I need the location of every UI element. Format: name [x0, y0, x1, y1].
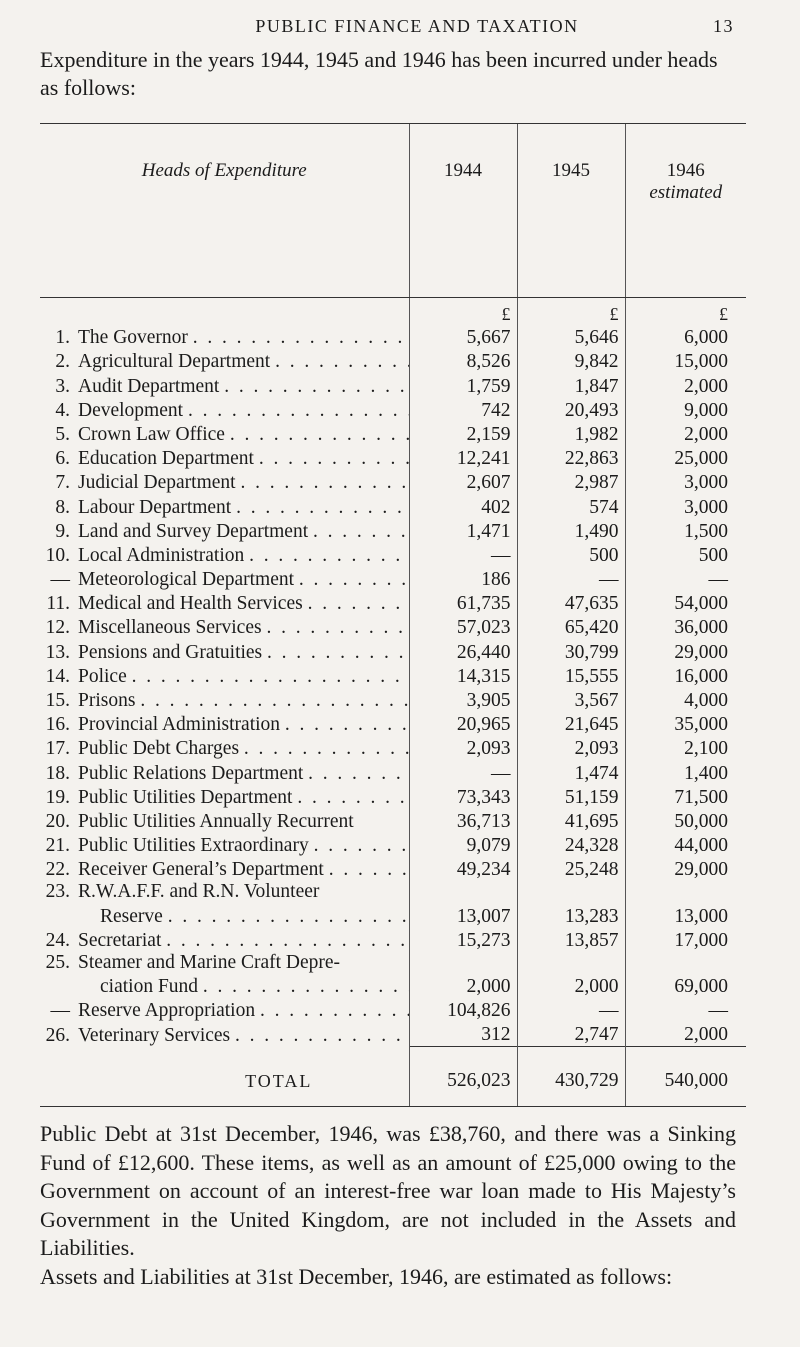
row-label [40, 448, 409, 470]
row-label [40, 424, 409, 446]
row-heading: Reserve Appropriation . . [78, 1000, 409, 1022]
table-row [40, 470, 746, 494]
row-label [40, 617, 409, 639]
row-heading: The Governor . . [78, 327, 409, 349]
table-row [40, 494, 746, 518]
value-1946: 17,000 [625, 928, 746, 952]
row-heading: Medical and Health Services . . [78, 593, 409, 615]
value-1944: 9,079 [409, 833, 517, 857]
row-heading: Agricultural Department . . [78, 351, 409, 373]
row-heading: Steamer and Marine Craft Depre- [78, 951, 341, 973]
row-label-cell [40, 349, 409, 373]
table-row [40, 688, 746, 712]
value-1945: 2,747 [517, 1022, 625, 1047]
value-1945: 1,474 [517, 760, 625, 784]
value-1946: 2,000 [625, 373, 746, 397]
running-head-title: PUBLIC FINANCE AND TAXATION [255, 16, 579, 36]
row-label-cell [40, 567, 409, 591]
value-1945: 2,987 [517, 470, 625, 494]
row-heading: Provincial Administration . . [78, 714, 409, 736]
value-1944: 13,007 [409, 903, 517, 927]
value-1946 [625, 881, 746, 903]
value-1944: 14,315 [409, 664, 517, 688]
row-heading: ciation Fund . . [78, 976, 409, 998]
total-label: TOTAL [40, 1047, 409, 1107]
total-1944: 526,023 [409, 1047, 517, 1107]
value-1946: 29,000 [625, 639, 746, 663]
table-row [40, 615, 746, 639]
value-1944: 312 [409, 1022, 517, 1047]
row-heading: Receiver General’s Department . . [78, 859, 409, 881]
table-row [40, 325, 746, 349]
value-1945: — [517, 998, 625, 1022]
row-label [40, 1000, 409, 1022]
value-1946: 3,000 [625, 470, 746, 494]
table-row [40, 349, 746, 373]
row-label [40, 642, 409, 664]
row-number: 16. [45, 714, 70, 736]
row-label [40, 569, 409, 591]
table-row [40, 591, 746, 615]
value-1945: 13,283 [517, 903, 625, 927]
row-label-cell [40, 519, 409, 543]
row-label-cell [40, 398, 409, 422]
table-body [40, 298, 746, 1047]
value-1944: 402 [409, 494, 517, 518]
value-1945: 20,493 [517, 398, 625, 422]
value-1946: 25,000 [625, 446, 746, 470]
value-1946: 2,100 [625, 736, 746, 760]
value-1944: 49,234 [409, 857, 517, 881]
row-label [40, 666, 409, 688]
row-label-cell [40, 373, 409, 397]
row-number: 22. [45, 859, 70, 881]
total-1945: 430,729 [517, 1047, 625, 1107]
table-header-row [40, 124, 746, 298]
value-1945: 9,842 [517, 349, 625, 373]
value-1944: 5,667 [409, 325, 517, 349]
value-1946: 54,000 [625, 591, 746, 615]
value-1944 [409, 881, 517, 903]
table-row [40, 833, 746, 857]
expenditure-table [40, 123, 746, 1107]
table-row [40, 928, 746, 952]
value-1944: — [409, 760, 517, 784]
value-1945: 574 [517, 494, 625, 518]
row-label [40, 906, 409, 928]
row-heading: Public Utilities Extraordinary . . [78, 835, 409, 857]
row-number: 24. [45, 929, 70, 951]
row-label-cell [40, 591, 409, 615]
table-row [40, 974, 746, 998]
value-1945: 65,420 [517, 615, 625, 639]
value-1945 [517, 952, 625, 974]
table-row [40, 785, 746, 809]
row-label-cell [40, 712, 409, 736]
row-heading: Judicial Department . . [78, 472, 409, 494]
row-label [40, 714, 409, 736]
row-number: 6. [55, 448, 70, 470]
value-1945: 5,646 [517, 325, 625, 349]
value-1946: 16,000 [625, 664, 746, 688]
row-heading: Public Utilities Annually Recurrent [78, 810, 354, 832]
value-1945: 3,567 [517, 688, 625, 712]
row-label [40, 811, 409, 833]
value-1946: 9,000 [625, 398, 746, 422]
row-number: 19. [45, 786, 70, 808]
row-label [40, 763, 409, 785]
value-1945: 22,863 [517, 446, 625, 470]
value-1945: 1,490 [517, 519, 625, 543]
header-1944 [409, 124, 517, 298]
currency-symbol-1944: £ [409, 298, 517, 326]
row-heading: Public Relations Department . . [78, 763, 409, 785]
row-number: — [50, 1000, 70, 1022]
row-heading: Prisons . . [78, 690, 409, 712]
row-number: 17. [45, 738, 70, 760]
value-1945: 2,093 [517, 736, 625, 760]
value-1946: 1,400 [625, 760, 746, 784]
row-number: 7. [55, 472, 70, 494]
row-heading: Secretariat . . [78, 930, 409, 952]
value-1945: 15,555 [517, 664, 625, 688]
value-1946: 1,500 [625, 519, 746, 543]
row-label [40, 690, 409, 712]
row-label [40, 976, 409, 998]
row-label-cell [40, 543, 409, 567]
expenditure-table-container [40, 123, 746, 1107]
row-heading: Labour Department . . [78, 497, 409, 519]
value-1946: 44,000 [625, 833, 746, 857]
value-1944: — [409, 543, 517, 567]
table-row [40, 398, 746, 422]
row-heading: Education Department . . [78, 448, 409, 470]
row-label [40, 1025, 409, 1047]
header-1944-label: 1944 [444, 160, 482, 181]
header-heads-of-expenditure: Heads of Expenditure [40, 124, 409, 298]
row-label-cell [40, 760, 409, 784]
row-label-cell [40, 446, 409, 470]
row-label [40, 400, 409, 422]
row-label-cell [40, 785, 409, 809]
value-1945: 30,799 [517, 639, 625, 663]
row-heading: Development . . [78, 400, 409, 422]
value-1944: 742 [409, 398, 517, 422]
value-1946: 29,000 [625, 857, 746, 881]
row-label-cell [40, 881, 409, 903]
value-1946: 71,500 [625, 785, 746, 809]
row-label [40, 881, 409, 903]
row-label [40, 327, 409, 349]
row-label [40, 545, 409, 567]
row-label-cell [40, 928, 409, 952]
table-row [40, 712, 746, 736]
table-row [40, 543, 746, 567]
row-heading: R.W.A.F.F. and R.N. Volunteer [78, 881, 320, 903]
row-label-cell [40, 952, 409, 974]
value-1944: 2,093 [409, 736, 517, 760]
value-1945: 21,645 [517, 712, 625, 736]
row-label-cell [40, 903, 409, 927]
table-row [40, 639, 746, 663]
value-1946: 6,000 [625, 325, 746, 349]
value-1946: 35,000 [625, 712, 746, 736]
row-label [40, 930, 409, 952]
row-number: 23. [45, 881, 70, 903]
row-label [40, 952, 409, 974]
currency-row [40, 298, 746, 326]
header-1945 [517, 124, 625, 298]
row-heading: Miscellaneous Services . . [78, 617, 409, 639]
value-1946: 50,000 [625, 809, 746, 833]
row-number: 25. [45, 951, 70, 973]
row-number: 11. [46, 593, 70, 615]
value-1946: 15,000 [625, 349, 746, 373]
value-1946: 3,000 [625, 494, 746, 518]
row-label [40, 351, 409, 373]
total-row [40, 1047, 746, 1107]
value-1945: 500 [517, 543, 625, 567]
row-number: 26. [45, 1024, 70, 1046]
row-number: 13. [45, 641, 70, 663]
value-1946 [625, 952, 746, 974]
value-1946: 13,000 [625, 903, 746, 927]
table-row [40, 422, 746, 446]
row-heading: Veterinary Services . . [78, 1025, 409, 1047]
row-label [40, 835, 409, 857]
value-1944: 186 [409, 567, 517, 591]
value-1946: — [625, 998, 746, 1022]
row-label-cell [40, 974, 409, 998]
value-1944: 57,023 [409, 615, 517, 639]
row-number: 10. [45, 544, 70, 566]
header-1946-label: 1946 [666, 160, 705, 181]
table-row [40, 446, 746, 470]
row-label-cell [40, 422, 409, 446]
row-number: 2. [55, 351, 70, 373]
row-heading: Public Utilities Department . . [78, 787, 409, 809]
value-1944: 1,759 [409, 373, 517, 397]
total-1946: 540,000 [625, 1047, 746, 1107]
table-row [40, 903, 746, 927]
table-row [40, 998, 746, 1022]
value-1946: 2,000 [625, 422, 746, 446]
value-1944: 15,273 [409, 928, 517, 952]
row-label-cell [40, 809, 409, 833]
row-label [40, 787, 409, 809]
row-label-cell [40, 639, 409, 663]
row-number: 12. [45, 617, 70, 639]
assets-liabilities-paragraph: Assets and Liabilities at 31st December, 1946, are estimated as follows: [40, 1264, 673, 1289]
table-row [40, 519, 746, 543]
row-label-cell [40, 325, 409, 349]
row-label [40, 521, 409, 543]
value-1944: 1,471 [409, 519, 517, 543]
row-label [40, 738, 409, 760]
value-1944: 26,440 [409, 639, 517, 663]
public-debt-paragraph: Public Debt at 31st December, 1946, was £38,760, and there was a Sinking Fund of £12,600. These items, as well as an amount of £25,000 owing to the Government on account of an interest-free war loan made to His Majesty’s Government in the United Kingdom, are not included in the Assets and Liabilities. [40, 1121, 736, 1261]
row-number: — [50, 569, 70, 591]
table-row [40, 809, 746, 833]
value-1946: 69,000 [625, 974, 746, 998]
value-1945: 25,248 [517, 857, 625, 881]
row-label-cell [40, 1022, 409, 1047]
row-heading: Meteorological Department . . [78, 569, 409, 591]
row-heading: Audit Department . . [78, 376, 409, 398]
value-1945: 51,159 [517, 785, 625, 809]
row-label-cell [40, 998, 409, 1022]
value-1944: 61,735 [409, 591, 517, 615]
value-1944: 20,965 [409, 712, 517, 736]
row-label [40, 497, 409, 519]
value-1944: 8,526 [409, 349, 517, 373]
value-1944: 2,607 [409, 470, 517, 494]
row-label-cell [40, 470, 409, 494]
row-label [40, 593, 409, 615]
row-label-cell [40, 688, 409, 712]
value-1944: 2,159 [409, 422, 517, 446]
table-row [40, 567, 746, 591]
row-number: 15. [45, 690, 70, 711]
row-number: 18. [45, 762, 70, 784]
row-label-cell [40, 833, 409, 857]
row-label [40, 376, 409, 398]
table-row [40, 1022, 746, 1047]
value-1945 [517, 881, 625, 903]
row-label [40, 472, 409, 494]
value-1945: 2,000 [517, 974, 625, 998]
table-row [40, 760, 746, 784]
value-1944 [409, 952, 517, 974]
value-1946: 500 [625, 543, 746, 567]
value-1944: 12,241 [409, 446, 517, 470]
value-1945: 1,982 [517, 422, 625, 446]
row-heading: Reserve . . [78, 906, 409, 928]
currency-row-spacer [40, 298, 409, 326]
running-head [100, 16, 734, 37]
table-row [40, 952, 746, 974]
row-number: 8. [55, 496, 70, 518]
value-1944: 2,000 [409, 974, 517, 998]
row-label [40, 859, 409, 881]
row-label-cell [40, 736, 409, 760]
row-heading: Land and Survey Department . . [78, 521, 409, 543]
value-1945: — [517, 567, 625, 591]
header-1945-label: 1945 [552, 160, 590, 181]
value-1944: 36,713 [409, 809, 517, 833]
table-row [40, 881, 746, 903]
row-label-cell [40, 857, 409, 881]
row-label-cell [40, 494, 409, 518]
table-row [40, 857, 746, 881]
header-1946-estimated: estimated [649, 182, 723, 203]
row-number: 3. [55, 375, 70, 397]
value-1946: 36,000 [625, 615, 746, 639]
row-heading: Pensions and Gratuities . . [78, 642, 409, 664]
intro-paragraph: Expenditure in the years 1944, 1945 and 1946 has been incurred under heads as follows: [40, 47, 718, 100]
row-number: 9. [55, 520, 70, 542]
row-number: 4. [55, 399, 70, 421]
value-1945: 24,328 [517, 833, 625, 857]
table-row [40, 736, 746, 760]
row-label-cell [40, 615, 409, 639]
row-label-cell [40, 664, 409, 688]
row-number: 14. [45, 665, 70, 687]
value-1946: 4,000 [625, 688, 746, 712]
table-row [40, 373, 746, 397]
row-number: 21. [45, 835, 70, 857]
value-1945: 13,857 [517, 928, 625, 952]
row-heading: Local Administration . . [78, 545, 409, 567]
currency-symbol-1945: £ [517, 298, 625, 326]
table-row [40, 664, 746, 688]
value-1945: 1,847 [517, 373, 625, 397]
value-1945: 41,695 [517, 809, 625, 833]
row-number: 20. [45, 810, 70, 832]
row-number: 5. [55, 423, 70, 445]
row-number: 1. [55, 327, 70, 349]
value-1944: 104,826 [409, 998, 517, 1022]
value-1946: 2,000 [625, 1022, 746, 1047]
value-1946: — [625, 567, 746, 591]
value-1944: 3,905 [409, 688, 517, 712]
value-1945: 47,635 [517, 591, 625, 615]
row-heading: Public Debt Charges . . [78, 738, 409, 760]
row-heading: Police . . [78, 666, 409, 688]
row-heading: Crown Law Office . . [78, 424, 409, 446]
header-1946 [625, 124, 746, 298]
currency-symbol-1946: £ [625, 298, 746, 326]
value-1944: 73,343 [409, 785, 517, 809]
page-number: 13 [713, 16, 734, 36]
